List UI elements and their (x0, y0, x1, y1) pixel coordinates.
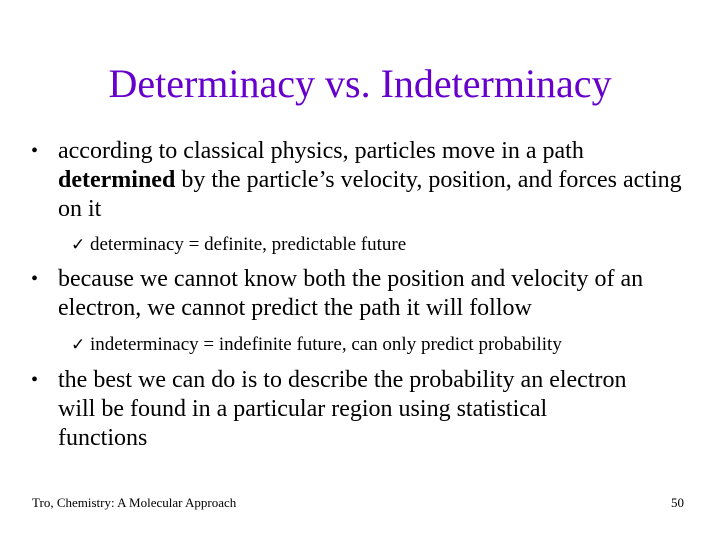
bullet-text-3: the best we can do is to describe the probability an electron will be found in a particular region using statistical functions (58, 367, 627, 451)
bullet-text-1 (58, 137, 698, 224)
bullet-dot-icon: • (31, 369, 39, 391)
sub-text-2: indeterminacy = indefinite future, can only predict probability (90, 334, 562, 355)
sub-text-1: determinacy = definite, predictable future (90, 234, 407, 255)
bullet-1-rest: by the particle’s velocity, position, and forces acting on it (58, 167, 682, 222)
page-number: 50 (671, 495, 684, 510)
checkmark-icon: ✓ (71, 335, 86, 354)
footer-source: Tro, Chemistry: A Molecular Approach (32, 495, 237, 510)
bullet-dot-icon: • (31, 268, 39, 290)
bullet-1-bold: determined (58, 167, 176, 193)
bullet-text-2: because we cannot know both the position and velocity of an electron, we cannot predict the path it will follow (58, 266, 644, 321)
bullet-dot-icon: • (31, 140, 39, 162)
bullet-1-lead: according to classical physics, particles move in a path (58, 138, 584, 164)
checkmark-icon: ✓ (71, 235, 86, 254)
slide-title: Determinacy vs. Indeterminacy (108, 61, 612, 106)
